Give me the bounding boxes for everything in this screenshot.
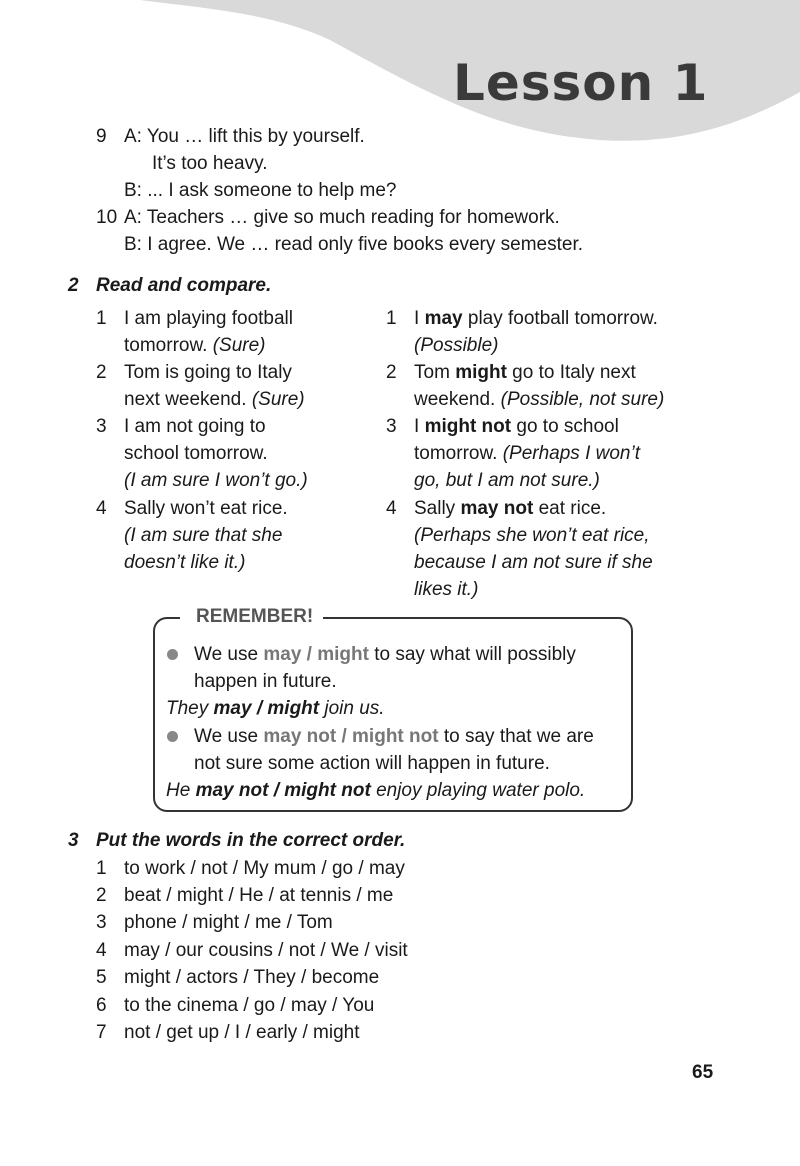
example-line: They may / might join us. (166, 698, 385, 719)
dialogue-line: A: You … lift this by yourself. (124, 126, 365, 147)
item-number: 3 (96, 416, 107, 437)
word-order-item: may / our cousins / not / We / visit (124, 940, 408, 961)
item-number: 2 (96, 885, 107, 906)
sentence-line: weekend. (Possible, not sure) (414, 389, 665, 410)
remember-label: REMEMBER! (180, 603, 323, 630)
item-number: 7 (96, 1022, 107, 1043)
sentence-line: school tomorrow. (124, 443, 268, 464)
exercise-number: 2 (68, 275, 79, 296)
sentence-note: go, but I am not sure.) (414, 470, 600, 491)
dialogue-line: B: I agree. We … read only five books every semester. (124, 234, 584, 255)
word-order-item: not / get up / I / early / might (124, 1022, 360, 1043)
sentence-note: (I am sure that she (124, 525, 283, 546)
sentence-line: I may play football tomorrow. (414, 308, 658, 329)
item-number: 2 (386, 362, 397, 383)
sentence-line: Sally won’t eat rice. (124, 498, 288, 519)
sentence-note: because I am not sure if she (414, 552, 653, 573)
sentence-line: tomorrow. (Sure) (124, 335, 266, 356)
word-order-item: phone / might / me / Tom (124, 912, 333, 933)
word-order-item: might / actors / They / become (124, 967, 380, 988)
sentence-line: tomorrow. (Perhaps I won’t (414, 443, 640, 464)
rule-line: We use may not / might not to say that we are (194, 726, 594, 747)
word-order-item: to the cinema / go / may / You (124, 995, 375, 1016)
exercise-instruction: Read and compare. (96, 275, 272, 296)
exercise-instruction: Put the words in the correct order. (96, 830, 406, 851)
page-number: 65 (692, 1062, 714, 1083)
sentence-line: I am playing football (124, 308, 293, 329)
sentence-note: likes it.) (414, 579, 479, 600)
sentence-note: (I am sure I won’t go.) (124, 470, 308, 491)
item-number: 6 (96, 995, 107, 1016)
item-number: 5 (96, 967, 107, 988)
sentence-note: (Perhaps she won’t eat rice, (414, 525, 650, 546)
item-number: 10 (96, 207, 118, 228)
item-number: 2 (96, 362, 107, 383)
item-number: 3 (386, 416, 397, 437)
word-order-item: to work / not / My mum / go / may (124, 858, 405, 879)
rule-line: happen in future. (194, 671, 337, 692)
item-number: 9 (96, 126, 107, 147)
item-number: 4 (96, 498, 107, 519)
sentence-line: Tom might go to Italy next (414, 362, 636, 383)
item-number: 1 (96, 308, 107, 329)
exercise-number: 3 (68, 830, 79, 851)
item-number: 4 (96, 940, 107, 961)
dialogue-line: B: ... I ask someone to help me? (124, 180, 397, 201)
item-number: 1 (386, 308, 397, 329)
item-number: 3 (96, 912, 107, 933)
item-number: 1 (96, 858, 107, 879)
bullet-icon (167, 649, 178, 660)
rule-line: We use may / might to say what will possibly (194, 644, 576, 665)
sentence-note: doesn’t like it.) (124, 552, 246, 573)
dialogue-line: A: Teachers … give so much reading for homework. (124, 207, 560, 228)
sentence-line: I might not go to school (414, 416, 619, 437)
sentence-line: Tom is going to Italy (124, 362, 292, 383)
word-order-item: beat / might / He / at tennis / me (124, 885, 394, 906)
dialogue-line: It’s too heavy. (152, 153, 268, 174)
lesson-title: Lesson 1 (453, 54, 709, 112)
example-line: He may not / might not enjoy playing water polo. (166, 780, 586, 801)
bullet-icon (167, 731, 178, 742)
sentence-line: next weekend. (Sure) (124, 389, 305, 410)
item-number: 4 (386, 498, 397, 519)
sentence-note: (Possible) (414, 335, 499, 356)
rule-line: not sure some action will happen in future. (194, 753, 550, 774)
sentence-line: Sally may not eat rice. (414, 498, 607, 519)
sentence-line: I am not going to (124, 416, 266, 437)
